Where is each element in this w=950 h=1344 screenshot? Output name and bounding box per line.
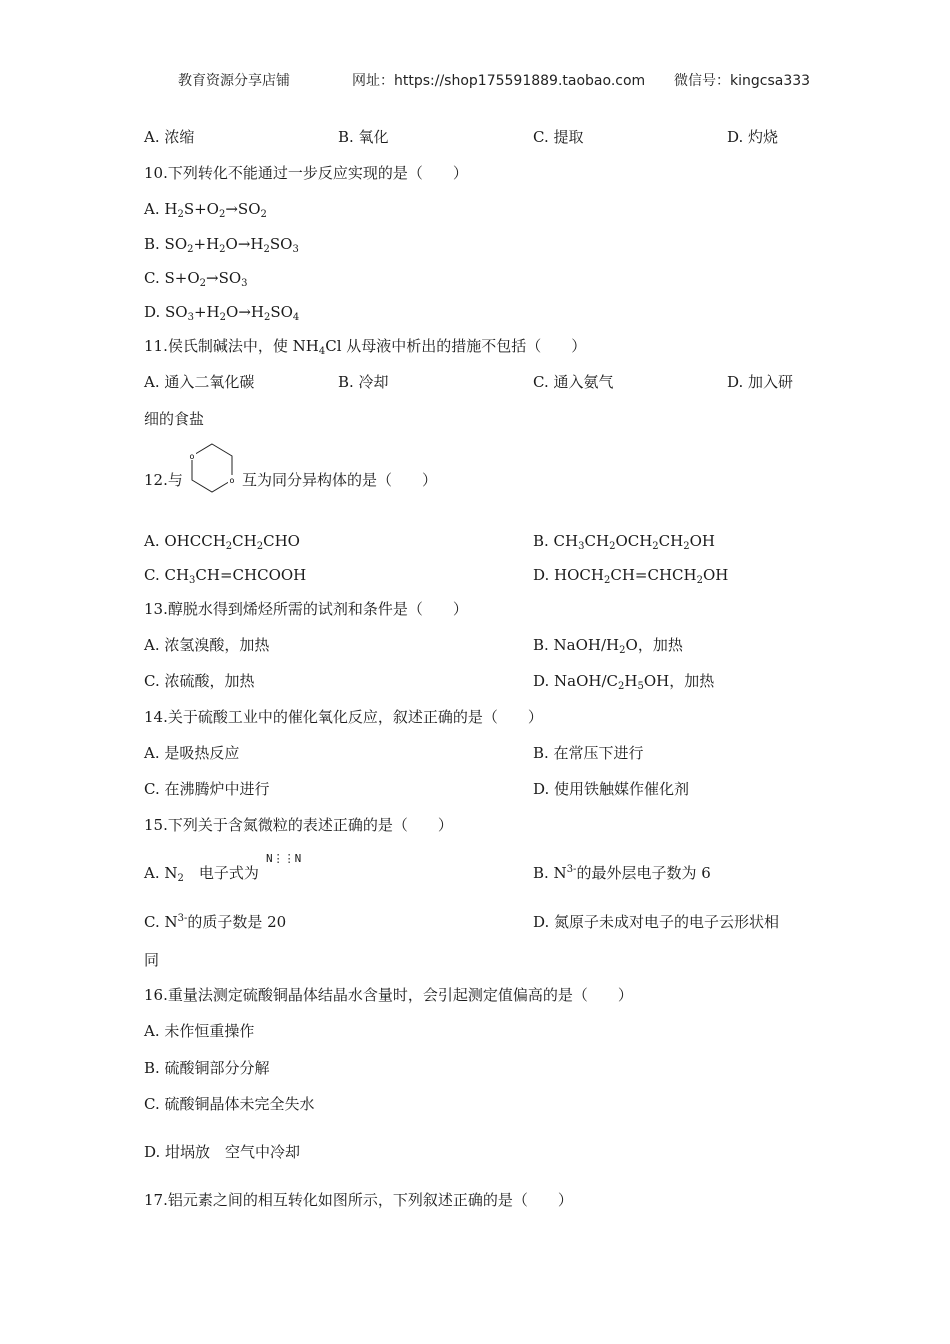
q11-stem: 11.侯氏制碱法中，使 $NH_4Cl$ 从母液中析出的措施不包括（ ） bbox=[144, 337, 587, 357]
q13-option-b: B. NaOH/$H_2O$，加热 bbox=[533, 636, 683, 656]
header-url: 网址：https://shop175591889.taobao.com bbox=[352, 73, 646, 89]
q10-option-b: B. $SO_2+H_2O\to H_2SO_3$ bbox=[144, 235, 299, 255]
q15-stem: 15.下列关于含氮微粒的表述正确的是（ ） bbox=[144, 816, 453, 834]
q16-option-b: B. 硫酸铜部分分解 bbox=[144, 1059, 270, 1077]
q11-option-d: D. 加入研 bbox=[727, 373, 794, 391]
q12-option-c: C. $CH_3CH=CHCOOH$ bbox=[144, 566, 307, 586]
n2-electron-formula: N⋮⋮N bbox=[266, 852, 302, 865]
q15-option-d-continued: 同 bbox=[144, 951, 160, 969]
q13-stem: 13.醇脱水得到烯烃所需的试剂和条件是（ ） bbox=[144, 600, 468, 618]
q15-option-a: A. $N_2$ 电子式为 bbox=[144, 864, 259, 884]
q10-stem: 10.下列转化不能通过一步反应实现的是（ ） bbox=[144, 164, 468, 182]
q11-option-a: A. 通入二氧化碳 bbox=[144, 373, 255, 391]
q14-option-b: B. 在常压下进行 bbox=[533, 744, 644, 762]
q10-option-c: C. $S+O_2\to SO_3$ bbox=[144, 269, 248, 289]
q9-option-c: C. 提取 bbox=[533, 128, 584, 146]
header-shop: 教育资源分享店铺 bbox=[178, 73, 290, 89]
q9-option-d: D. 灼烧 bbox=[727, 128, 779, 146]
q10-option-a: A. $H_2S+O_2\to SO_2$ bbox=[144, 200, 267, 220]
q11-option-b: B. 冷却 bbox=[338, 373, 389, 391]
q15-option-b: B. $N^{3-}$的最外层电子数为 6 bbox=[533, 864, 711, 882]
q12-option-d: D. $HOCH_2CH=CHCH_2OH$ bbox=[533, 566, 729, 586]
q13-option-d: D. NaOH/$C_2H_5OH$，加热 bbox=[533, 672, 715, 692]
q12-stem-part2: 互为同分异构体的是（ ） bbox=[242, 471, 438, 489]
q12-stem-part1: 12.与 bbox=[144, 471, 183, 489]
q14-stem: 14.关于硫酸工业中的催化氧化反应，叙述正确的是（ ） bbox=[144, 708, 543, 726]
q11-option-d-continued: 细的食盐 bbox=[144, 410, 205, 428]
q15-option-d: D. 氮原子未成对电子的电子云形状相 bbox=[533, 913, 780, 931]
header-wechat: 微信号：kingcsa333 bbox=[674, 73, 811, 89]
q16-option-d: D. 坩埚放 空气中冷却 bbox=[144, 1143, 301, 1161]
q16-option-a: A. 未作恒重操作 bbox=[144, 1022, 255, 1040]
q15-option-c: C. $N^{3-}$的质子数是 20 bbox=[144, 913, 287, 931]
q11-option-c: C. 通入氨气 bbox=[533, 373, 614, 391]
q14-option-a: A. 是吸热反应 bbox=[144, 744, 240, 762]
ring-oxygen-1: o bbox=[189, 452, 195, 461]
q13-option-c: C. 浓硫酸，加热 bbox=[144, 672, 255, 690]
q9-option-a: A. 浓缩 bbox=[144, 128, 195, 146]
q14-option-d: D. 使用铁触媒作催化剂 bbox=[533, 780, 690, 798]
q14-option-c: C. 在沸腾炉中进行 bbox=[144, 780, 270, 798]
q16-option-c: C. 硫酸铜晶体未完全失水 bbox=[144, 1095, 315, 1113]
q12-option-a: A. $OHCCH_2CH_2CHO$ bbox=[144, 532, 300, 552]
dioxane-structure bbox=[186, 442, 238, 494]
q17-stem: 17.铝元素之间的相互转化如图所示，下列叙述正确的是（ ） bbox=[144, 1191, 573, 1209]
ring-oxygen-2: o bbox=[229, 476, 235, 485]
q13-option-a: A. 浓氢溴酸，加热 bbox=[144, 636, 270, 654]
q9-option-b: B. 氧化 bbox=[338, 128, 389, 146]
q12-option-b: B. $CH_3CH_2OCH_2CH_2OH$ bbox=[533, 532, 715, 552]
q16-stem: 16.重量法测定硫酸铜晶体结晶水含量时，会引起测定值偏高的是（ ） bbox=[144, 986, 633, 1004]
q10-option-d: D. $SO_3+H_2O\to H_2SO_4$ bbox=[144, 303, 300, 323]
